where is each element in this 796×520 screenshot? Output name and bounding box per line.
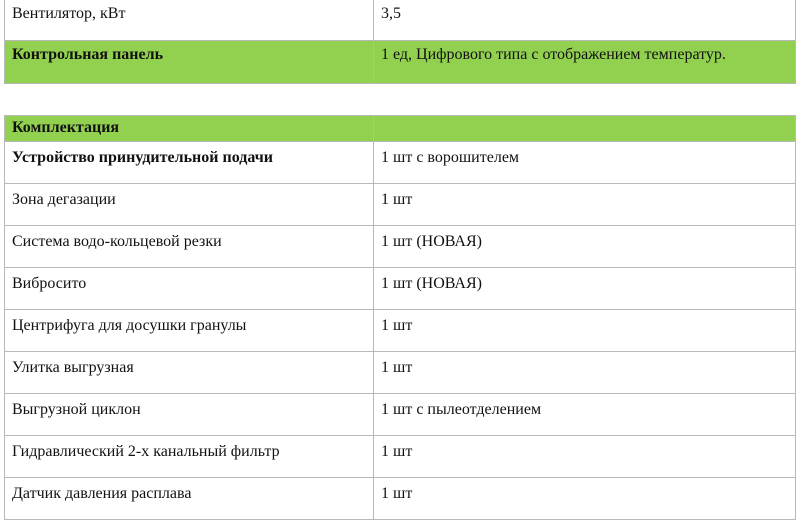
table-row [5,268,796,310]
spec-value-cell: 3,5 [374,0,796,41]
table-header-cell: Комплектация [5,116,374,142]
item-value-cell: 1 шт (НОВАЯ) [374,268,796,310]
item-name-cell: Вибросито [5,268,374,310]
komplektatsiya-table [4,115,796,520]
item-name-cell: Устройство принудительной подачи [5,142,374,184]
item-value-cell: 1 шт [374,310,796,352]
item-value-cell: 1 шт [374,436,796,478]
table-header-empty-cell [374,116,796,142]
item-name-cell: Гидравлический 2-х канальный фильтр [5,436,374,478]
item-name-cell: Зона дегазации [5,184,374,226]
item-name-cell: Система водо-кольцевой резки [5,226,374,268]
spec-name-cell: Контрольная панель [5,41,374,84]
table-row [5,142,796,184]
table-row [5,226,796,268]
table-row [5,184,796,226]
item-value-cell: 1 шт [374,184,796,226]
table-row [5,310,796,352]
spec-name-cell: Вентилятор, кВт [5,0,374,41]
table-row [5,394,796,436]
specs-table-top [4,0,796,84]
table-row [5,436,796,478]
table-row [5,478,796,520]
item-name-cell: Улитка выгрузная [5,352,374,394]
item-value-cell: 1 шт с пылеотделением [374,394,796,436]
item-name-cell: Выгрузной циклон [5,394,374,436]
table-row [5,41,796,84]
item-name-cell: Центрифуга для досушки гранулы [5,310,374,352]
table-header-row [5,116,796,142]
item-name-cell: Датчик давления расплава [5,478,374,520]
table-row [5,0,796,41]
item-value-cell: 1 шт [374,478,796,520]
item-value-cell: 1 шт [374,352,796,394]
item-value-cell: 1 шт с ворошителем [374,142,796,184]
spec-value-cell: 1 ед, Цифрового типа с отображением температур. [374,41,796,84]
item-value-cell: 1 шт (НОВАЯ) [374,226,796,268]
table-row [5,352,796,394]
